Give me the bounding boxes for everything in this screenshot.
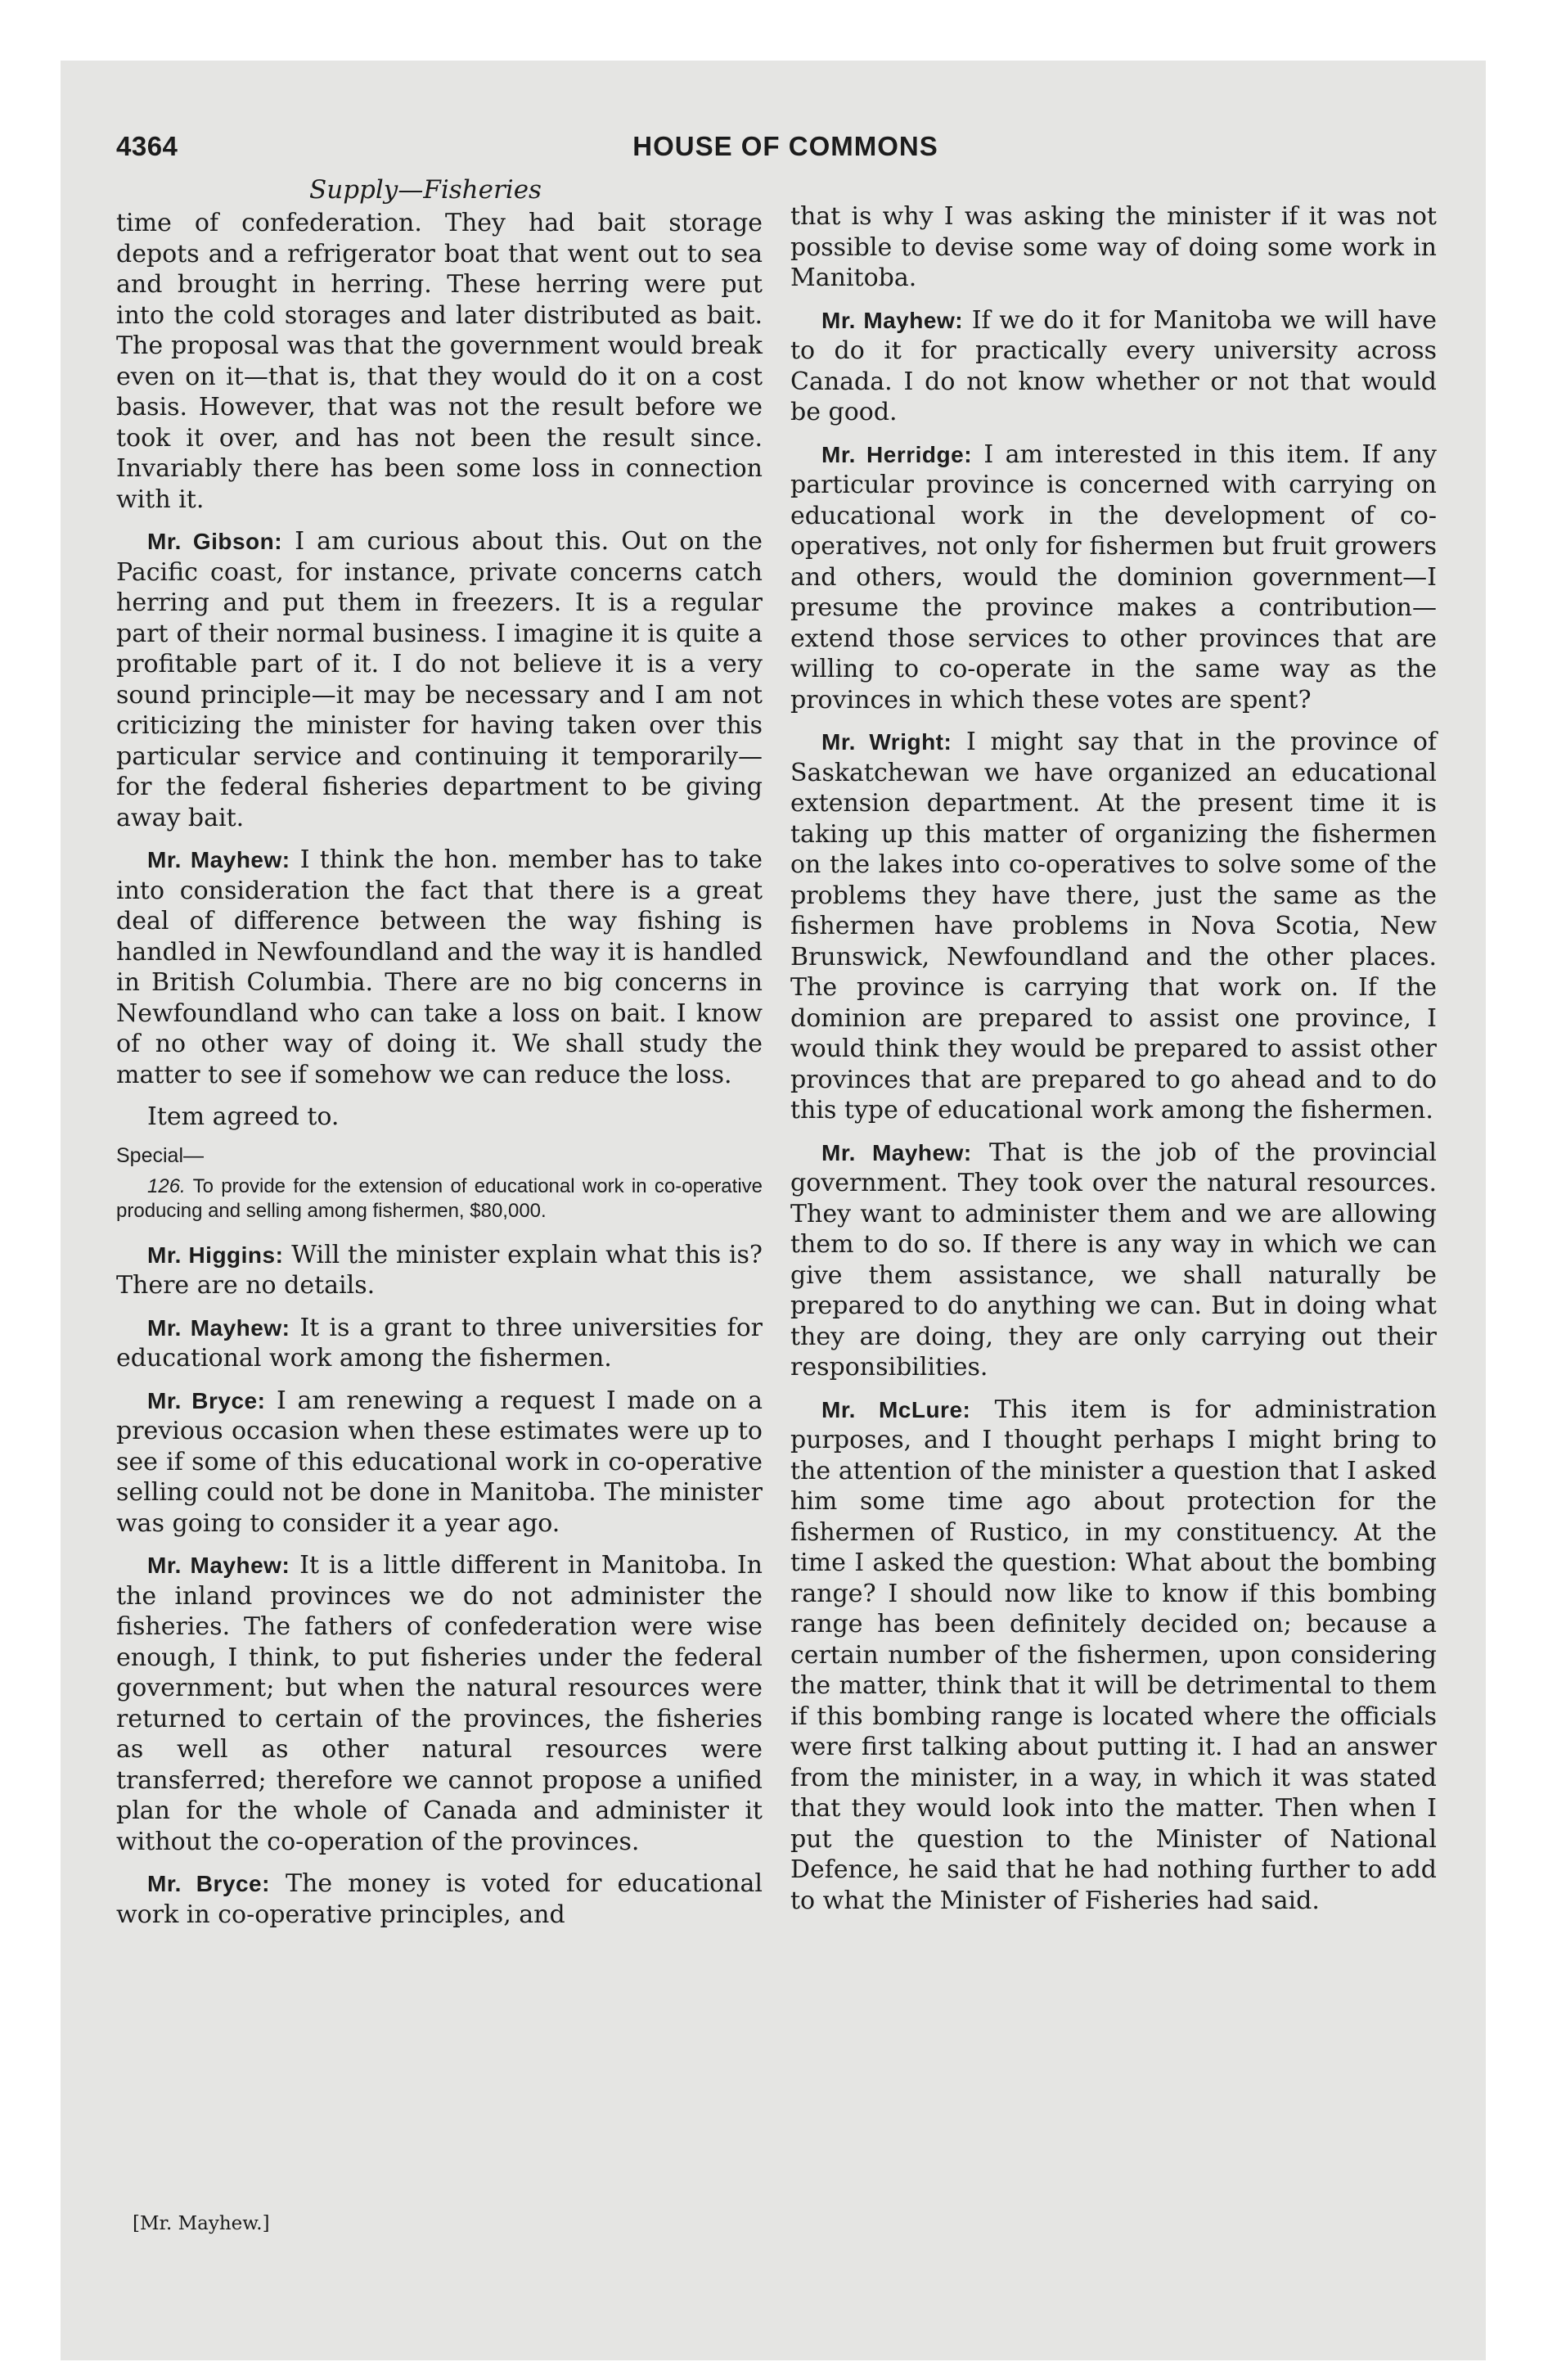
page-footer: [Mr. Mayhew.] xyxy=(133,2213,270,2234)
speaker-name: Mr. Herridge: xyxy=(821,441,973,467)
hansard-page xyxy=(116,131,1455,2234)
speaker-name: Mr. Mayhew: xyxy=(147,1314,290,1341)
vote-number: 126. xyxy=(147,1174,186,1197)
vote-text: To provide for the extension of educational work in co-operative producing and selling among fishermen, $80,000. xyxy=(116,1174,763,1222)
speech-mayhew xyxy=(116,845,763,1090)
speech-herridge xyxy=(790,439,1437,716)
speaker-name: Mr. Mayhew: xyxy=(147,847,290,872)
speaker-name: Mr. Bryce: xyxy=(147,1387,266,1413)
speech-bryce xyxy=(116,1868,763,1930)
speech-text: I am curious about this. Out on the Pacific coast, for instance, private concerns catch herring and put them in freezers. It is a regular part of their normal business. I imagine it is quite a profitable part of it. I do not believe it is a very sound principle—it may be necessary and I am not criticizing the minister for having taken over this particular service and continuing it temporarily—for the federal fisheries department to be giving away bait. xyxy=(116,527,763,832)
vote-item xyxy=(116,1174,763,1224)
speech-text: This item is for administration purposes, and I thought perhaps I might bring to the attention of the minister a question that I asked him some time ago about protection for the fishermen of Rustico, in my constituency. At the time I asked the question: What about the bombing range? I should now like to know if this bombing range has been definitely decided on; because a certain number of the fishermen, upon considering the matter, think that it will be detrimental to them if this bombing range is located where the officials were first talking about putting it. I had an answer from the minister, in a way, in which it was stated that they would look into the matter. Then when I put the question to the Minister of National Defence, he said that he had nothing further to add to what the Minister of Fisheries had said. xyxy=(790,1395,1437,1915)
paragraph: time of confederation. They had bait storage depots and a refrigerator boat that went out to sea and brought in herring. These herring were put into the cold storages and later distributed as bait. The proposal was that the government would break even on it—that is, that they would do it on a cost basis. However, that was not the result before we took it over, and has not been the result since. Invariably there has been some loss in connection with it. xyxy=(116,209,763,514)
page-header xyxy=(116,131,1455,177)
speech-higgins xyxy=(116,1240,763,1301)
speaker-name: Mr. Bryce: xyxy=(147,1871,270,1896)
speech-mayhew xyxy=(116,1313,763,1374)
speaker-name: Mr. Mayhew: xyxy=(821,307,964,333)
speech-mayhew xyxy=(116,1550,763,1857)
right-column xyxy=(790,172,1437,1927)
speech-text: I think the hon. member has to take into consideration the fact that there is a great deal of difference between the way fishing is handled in Newfoundland and the way it is handled in British Columbia. There are no big concerns in Newfoundland who can take a loss on bait. I know of no other way of doing it. We shall study the matter to see if somehow we can reduce the loss. xyxy=(116,845,763,1089)
speech-text: I am renewing a request I made on a previous occasion when these estimates were up to see if some of this educational work in co-operative selling could not be done in Manitoba. The minister was going to consider it a year ago. xyxy=(116,1386,763,1538)
speech-mayhew xyxy=(790,1138,1437,1383)
speech-text: The money is voted for educational work in co-operative principles, and xyxy=(116,1869,763,1929)
speaker-name: Mr. McLure: xyxy=(821,1396,971,1422)
page-number: 4364 xyxy=(116,131,178,161)
item-agreed: Item agreed to. xyxy=(147,1102,340,1131)
speech-wright xyxy=(790,727,1437,1126)
speech-text: It is a little different in Manitoba. In the inland provinces we do not administer the fisheries. The fathers of confederation were wise enough, I think, to put fisheries under the federal government; but when the natural resources were returned to certain of the provinces, the fisheries as well as other natural resources were transferred; therefore we cannot propose a unified plan for the whole of Canada and administer it without the co-operation of the provinces. xyxy=(116,1551,763,1856)
section-title: Supply—Fisheries xyxy=(309,175,542,205)
speaker-name: Mr. Wright: xyxy=(821,729,952,755)
speech-text: That is the job of the provincial government. They took over the natural resources. They want to administer them and we are allowing them to do so. If there is any way in which we can give them assistance, we shall naturally be prepared to do anything we can. But in doing what they are doing, they are only carrying out their responsibilities. xyxy=(790,1138,1438,1382)
speech-text: It is a grant to three universities for educational work among the fishermen. xyxy=(116,1313,763,1373)
speaker-name: Mr. Mayhew: xyxy=(147,1553,290,1578)
speech-text: I might say that in the province of Saskatchewan we have organized an educational extension department. At the present time it is taking up this matter of organizing the fishermen on the lakes into co-operatives to solve some of the problems they have there, just the same as the fishermen have problems in Nova Scotia, New Brunswick, Newfoundland and the other places. The province is carrying that work on. If the dominion are prepared to assist one province, I would think they would be prepared to assist other provinces that are prepared to go ahead and to do this type of educational work among the fishermen. xyxy=(790,728,1437,1125)
speech-text: I am interested in this item. If any particular province is concerned with carrying on educational work in the development of co-operatives, not only for fishermen but fruit growers and others, would the dominion government—I presume the province makes a contribution—extend those services to other provinces that are willing to co-operate in the same way as the provinces in which these votes are spent? xyxy=(790,439,1437,714)
speech-bryce xyxy=(116,1386,763,1539)
running-title: HOUSE OF COMMONS xyxy=(632,131,938,161)
left-column xyxy=(116,172,763,1941)
speech-text: Will the minister explain what this is? There are no details. xyxy=(116,1240,763,1300)
speech-text: If we do it for Manitoba we will have to do it for practically every university across Canada. I do not know whether or not that would be good. xyxy=(790,305,1438,426)
speaker-name: Mr. Gibson: xyxy=(147,529,283,554)
paragraph: that is why I was asking the minister if it was not possible to devise some way of doing some work in Manitoba. xyxy=(790,202,1437,292)
special-label: Special— xyxy=(116,1143,204,1167)
speech-mayhew xyxy=(790,305,1437,428)
speech-gibson xyxy=(116,526,763,833)
speech-mclure xyxy=(790,1395,1437,1917)
speaker-name: Mr. Higgins: xyxy=(147,1242,284,1268)
speaker-name: Mr. Mayhew: xyxy=(821,1139,972,1165)
